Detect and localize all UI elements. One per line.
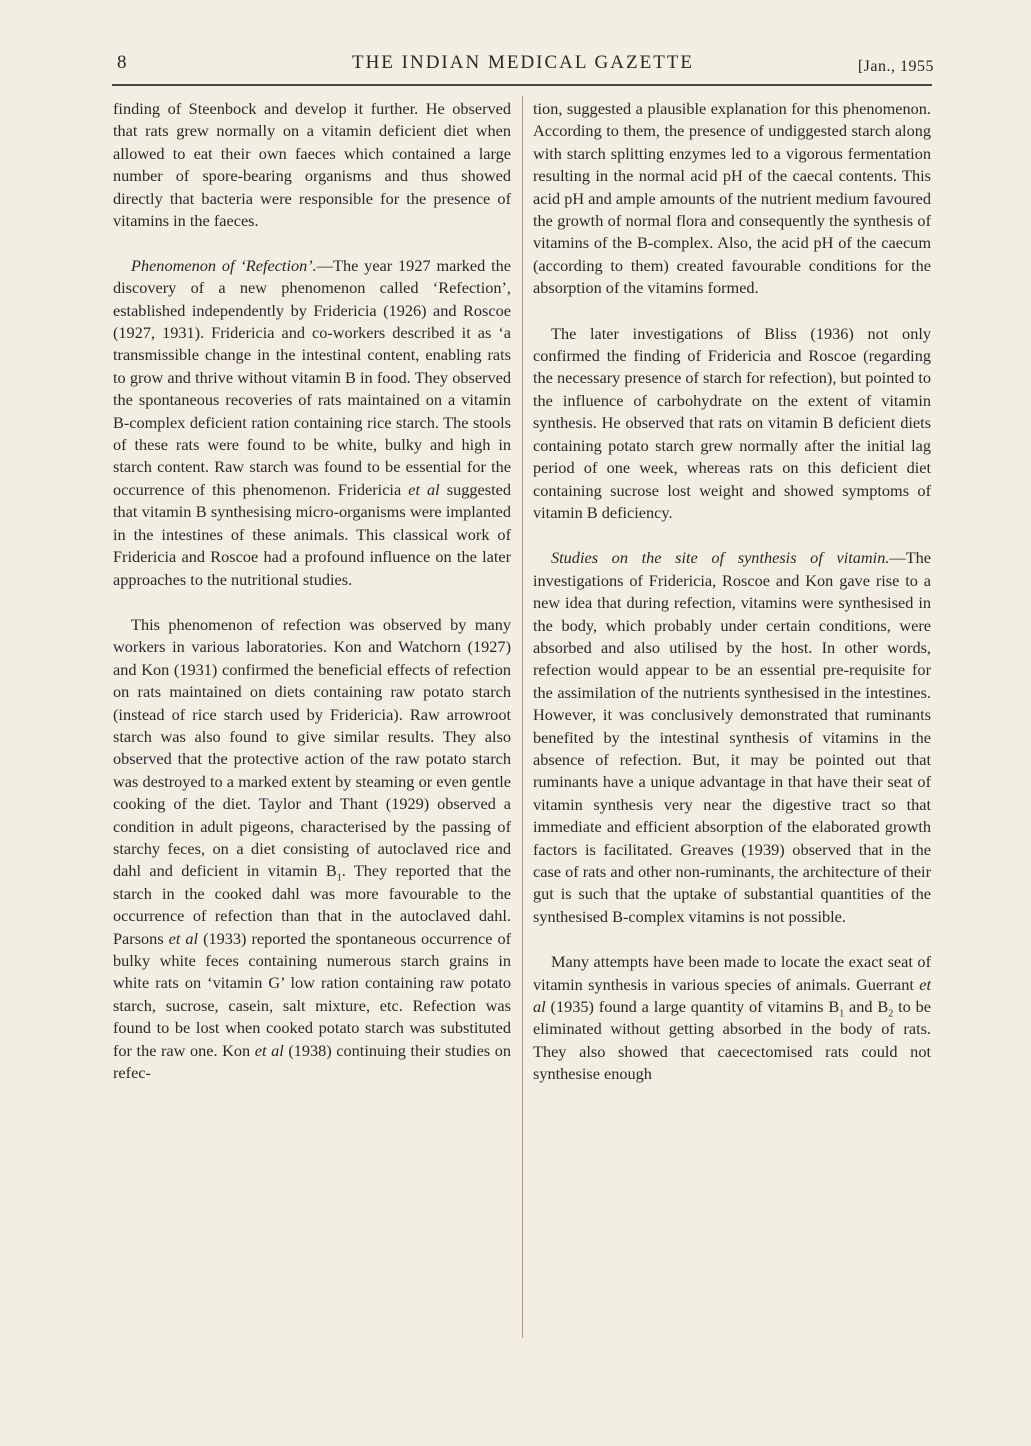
- paragraph: finding of Steenbock and develop it further. He observed that rats grew normally on a vitamin deficient diet when allowed to eat their own faeces which contained a large number of spore-bearing organisms and thus showed directly that bacteria were responsible for the presence of vitamins in the faeces.: [113, 99, 511, 231]
- section-heading: Phenomenon of ‘Refection’.: [131, 255, 317, 275]
- issue-date: [Jan., 1955: [857, 58, 934, 75]
- paragraph: Many attempts have been made to locate the exact seat of vitamin synthesis in various species of animals. Guerrant et al (1935) found a large quantity of vitamins $B_1$ and $B_2$ to be eliminated without getting absorbed in the body of rats. They also showed that caecectomised rats could not synthesise enough: [533, 952, 932, 1084]
- page-number: 8: [117, 52, 127, 73]
- journal-title: THE INDIAN MEDICAL GAZETTE: [351, 52, 695, 73]
- paragraph-site-of-synthesis: Studies on the site of synthesis of vitamin.—The investigations of Fridericia, Roscoe and Kon gave rise to a new idea that during refection, vitamins were synthesised in the body, which probably under certain conditions, were absorbed and also utilised by the host. In other words, refection would appear to be an essential pre-requisite for the assimilation of the nutrients synthesised in the intestines. However, it was conclusively demonstrated that ruminants benefited by the intestinal synthesis of vitamins in the absence of refection. But, it may be pointed out that ruminants have a unique advantage in that have their seat of vitamin synthesis very near the digestive tract so that immediate and efficient absorption of the elaborated growth factors is facilitated. Greaves (1939) observed that in the case of rats and other non-ruminants, the architecture of their gut is such that the uptake of substantial quantities of the synthesised B-complex vitamins is not possible.: [533, 548, 931, 926]
- paragraph: tion, suggested a plausible explanation for this phenomenon. According to them, the presence of undiggested starch along with starch splitting enzymes led to a vigorous fermentation resulting in the normal acid pH of the caecal contents. This acid pH and ample amounts of the nutrient medium favoured the growth of normal flora and consequently the synthesis of vitamins of the B-complex. Also, the acid pH of the caecum (according to them) created favourable conditions for the absorption of the vitamins formed.: [533, 99, 931, 298]
- paragraph-refection: Phenomenon of ‘Refection’.—The year 1927 marked the discovery of a new phenomenon called ‘Refection’, established independently by Fridericia (1926) and Roscoe (1927, 1931). Fridericia and co-workers described it as ‘a transmissible change in the intestinal content, enabling rats to grow and thrive without vitamin B in food. They observed the spontaneous recoveries of rats maintained on a vitamin B-complex deficient ration containing rice starch. The stools of these rats were found to be white, bulky and high in starch content. Raw starch was found to be essential for the occurrence of this phenomenon. Fridericia et al suggested that vitamin B synthesising micro-organisms were implanted in the intestines of these animals. This classical work of Fridericia and Roscoe had a profound influence on the later approaches to the nutritional studies.: [113, 255, 511, 589]
- header-rule: [112, 84, 932, 86]
- paragraph: This phenomenon of refection was observed by many workers in various laboratories. Kon and Watchorn (1927) and Kon (1931) confirmed the beneficial effects of refection on rats maintained on diets containing raw potato starch (instead of rice starch used by Fridericia). Raw arrowroot starch was also found to give similar results. They also observed that the protective action of the raw potato starch was destroyed to a marked extent by steaming or even gentle cooking of the diet. Taylor and Thant (1929) observed a condition in adult pigeons, characterised by the passing of starchy feces, on a diet consisting of autoclaved rice and dahl and deficient in vitamin $B_1$. They reported that the starch in the cooked dahl was more favourable to the occurrence of refection than that in the autoclaved dahl. Parsons et al (1933) reported the spontaneous occurrence of bulky white feces containing numerous starch grains in white rats on ‘vitamin G’ low ration containing raw potato starch, sucrose, casein, salt mixture, etc. Refection was found to be lost when cooked potato starch was substituted for the raw one. Kon et al (1938) continuing their studies on refec-: [113, 614, 512, 1083]
- column-divider: [522, 96, 523, 1338]
- section-heading: Studies on the site of synthesis of vitamin.: [551, 548, 890, 568]
- page-header: [112, 52, 934, 82]
- paragraph: The later investigations of Bliss (1936) not only confirmed the finding of Fridericia and Roscoe (regarding the necessary presence of starch for refection), but pointed to the influence of carbohydrate on the extent of vitamin synthesis. He observed that rats on vitamin B deficient diets containing potato starch grew normally after the initial lag period of one week, whereas rats on this deficient diet containing sucrose lost weight and showed symptoms of vitamin B deficiency.: [533, 323, 931, 522]
- left-column: [113, 98, 511, 1084]
- right-column: [533, 98, 931, 1086]
